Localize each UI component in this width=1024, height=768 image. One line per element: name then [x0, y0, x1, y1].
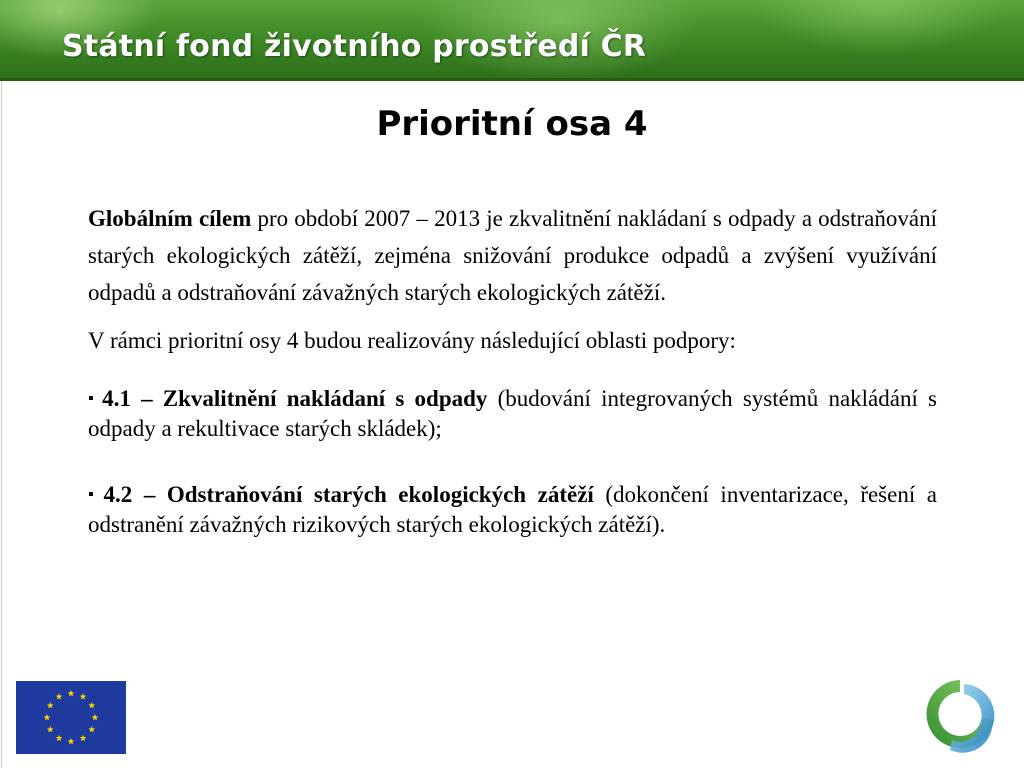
slide-content: [88, 200, 937, 577]
sfzp-logo-icon: [920, 674, 1000, 756]
goal-lead: Globálním cílem: [88, 206, 252, 231]
bullet-text: (dokončení inventarizace, řešení a odstranění závažných rizikových starých ekologických zátěží).: [88, 482, 938, 537]
bullet-square-icon: ▪: [88, 486, 100, 503]
header-divider: [0, 78, 1024, 81]
eu-flag-icon: [16, 681, 126, 754]
slide-frame-edge: [1, 81, 2, 768]
goal-text: pro období 2007 – 2013 je zkvalitnění nakládaní s odpady a odstraňování starých ekologických zátěží, zejména snižování produkce odpadů a zvýšení využívání odpadů a odstraňování závažných starých ekologických zátěží.: [88, 206, 937, 305]
list-item: [88, 481, 937, 538]
intro-paragraph: V rámci prioritní osy 4 budou realizovány následující oblasti podpory:: [88, 328, 736, 353]
slide-title: Prioritní osa 4: [376, 104, 648, 144]
bullet-square-icon: ▪: [88, 390, 99, 407]
list-item: [88, 385, 937, 442]
bullet-heading: 4.1 – Zkvalitnění nakládaní s odpady: [102, 386, 488, 411]
org-name: Státní fond životního prostředí ČR: [62, 29, 647, 64]
bullet-text: (budování integrovaných systémů nakládání s odpady a rekultivace starých skládek);: [88, 386, 937, 441]
header-banner: [0, 0, 1024, 80]
goal-paragraph: [88, 200, 937, 311]
bullet-heading: 4.2 – Odstraňování starých ekologických zátěží: [103, 482, 594, 507]
